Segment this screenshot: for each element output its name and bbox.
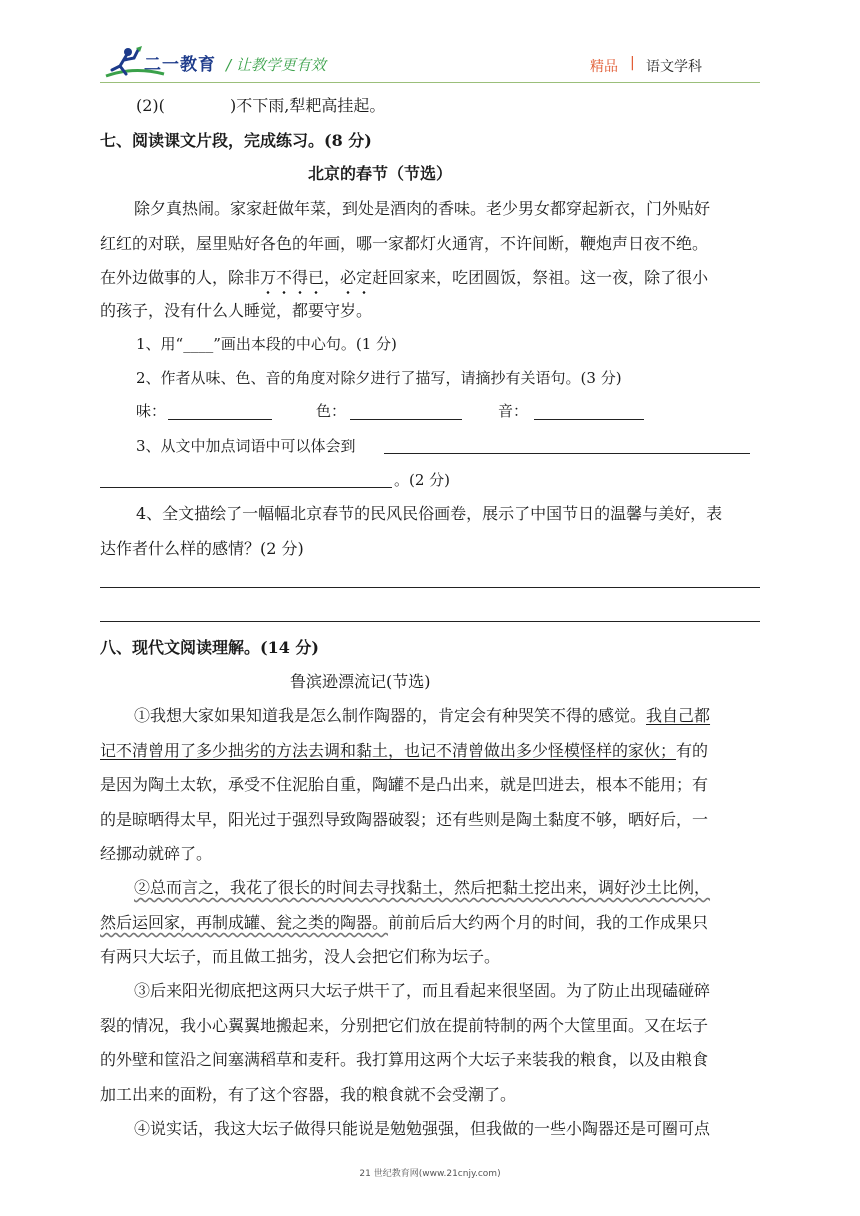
header-divider: [100, 82, 760, 83]
q4-answer-line-2[interactable]: [100, 621, 760, 622]
section8-passage-title: 鲁滨逊漂流记(节选): [290, 672, 431, 691]
section8-p3-line4: 加工出来的面粉，有了这个容器，我的粮食就不会受潮了。: [100, 1085, 517, 1104]
section7-para-line2: 红红的对联，屋里贴好各色的年画，哪一家都灯火通宵，不许间断，鞭炮声日夜不绝。: [100, 234, 709, 253]
q2-yin-label: 音：: [498, 402, 529, 420]
section8-p1-line2: 记不清曾用了多少拙劣的方法去调和黏土，也记不清曾做出多少怪模怪样的家伙；有的: [100, 741, 709, 760]
header-separator: |: [630, 55, 635, 71]
section7-passage-title: 北京的春节（节选）: [308, 164, 453, 183]
q3-answer-line-2[interactable]: [100, 487, 392, 488]
dotted-word-biding: 必定: [340, 268, 373, 287]
page-header: [0, 0, 860, 90]
section8-p1-line1: ①我想大家如果知道我是怎么制作陶器的，肯定会有种哭笑不得的感觉。我自己都: [134, 706, 711, 725]
q4-answer-line-1[interactable]: [100, 587, 760, 588]
section7-para-line3: 在外边做事的人，除非万不得已，必定赶回家来，吃团圆饭，祭祖。这一夜，除了很小: [100, 268, 709, 287]
q6-item2-suffix: )不下雨,犁耙高挂起。: [230, 96, 386, 115]
q2-wei-label: 味：: [136, 402, 167, 420]
q6-item2-prefix: (2)(: [136, 96, 165, 115]
subject-label: 语文学科: [646, 59, 702, 75]
section7-question2: 2、作者从味、色、音的角度对除夕进行了描写，请摘抄有关语句。(3 分): [136, 369, 622, 387]
q2-yin-answer-line[interactable]: [534, 419, 644, 420]
section7-para-line4: 的孩子，没有什么人睡觉，都要守岁。: [100, 301, 373, 320]
wavy-underlined-sentence-part1: ②总而言之，我花了很长的时间去寻找黏土，然后把黏土挖出来，调好沙土比例，: [134, 878, 711, 897]
section8-p3-line3: 的外壁和筐沿之间塞满稻草和麦秆。我打算用这两个大坛子来装我的粮食，以及由粮食: [100, 1050, 709, 1069]
section8-p1-line3: 是因为陶土太软，承受不住泥胎自重，陶罐不是凸出来，就是凹进去，根本不能用；有: [100, 775, 709, 794]
section7-question3: 3、从文中加点词语中可以体会到: [136, 437, 356, 455]
section8-p1-line4: 的是晾晒得太早，阳光过于强烈导致陶器破裂；还有些则是陶土黏度不够，晒好后，一: [100, 810, 709, 829]
section7-heading: 七、阅读课文片段，完成练习。(8 分): [100, 131, 372, 150]
dotted-word-wanbudeyi: 万不得已: [260, 268, 325, 287]
section7-para-line1: 除夕真热闹。家家赶做年菜，到处是酒肉的香味。老少男女都穿起新衣，门外贴好: [134, 199, 711, 218]
q2-se-label: 色：: [316, 402, 347, 420]
wavy-underlined-sentence-part2: 然后运回家，再制成罐、瓮之类的陶器。: [100, 913, 389, 932]
section7-question4-line2: 达作者什么样的感情？(2 分): [100, 539, 304, 558]
section8-p2-line1: [134, 878, 710, 898]
q3-points: 。(2 分): [394, 471, 451, 489]
quality-label: 精品: [590, 59, 618, 75]
section7-question4-line1: 4、全文描绘了一幅幅北京春节的民风民俗画卷，展示了中国节日的温馨与美好，表: [136, 504, 723, 523]
q3-answer-line-1[interactable]: [384, 453, 750, 454]
page-footer: 21 世纪教育网(www.21cnjy.com): [359, 1169, 501, 1179]
section8-heading: 八、现代文阅读理解。(14 分): [100, 638, 319, 657]
section7-question1: 1、用“____”画出本段的中心句。(1 分): [136, 335, 397, 353]
underlined-sentence-part1: 我自己都: [646, 706, 711, 725]
section8-p3-line2: 裂的情况，我小心翼翼地搬起来，分别把它们放在提前特制的两个大筐里面。又在坛子: [100, 1016, 709, 1035]
q2-wei-answer-line[interactable]: [168, 419, 272, 420]
q2-se-answer-line[interactable]: [350, 419, 462, 420]
section8-p2-line2: 然后运回家，再制成罐、瓮之类的陶器。前前后后大约两个月的时间，我的工作成果只: [100, 913, 709, 932]
brand-slogan: / 让教学更有效: [226, 56, 326, 74]
brand-name: 二一教育: [144, 55, 216, 75]
section8-p3-line1: ③后来阳光彻底把这两只大坛子烘干了，而且看起来很坚固。为了防止出现磕碰碎: [134, 981, 711, 1000]
section8-p1-line5: 经挪动就碎了。: [100, 844, 213, 863]
section8-p4-line1: ④说实话，我这大坛子做得只能说是勉勉强强，但我做的一些小陶器还是可圈可点: [134, 1119, 711, 1138]
section8-p2-line3: 有两只大坛子，而且做工拙劣，没人会把它们称为坛子。: [100, 947, 501, 966]
underlined-sentence-part2: 记不清曾用了多少拙劣的方法去调和黏土，也记不清曾做出多少怪模怪样的家伙；: [100, 741, 677, 760]
